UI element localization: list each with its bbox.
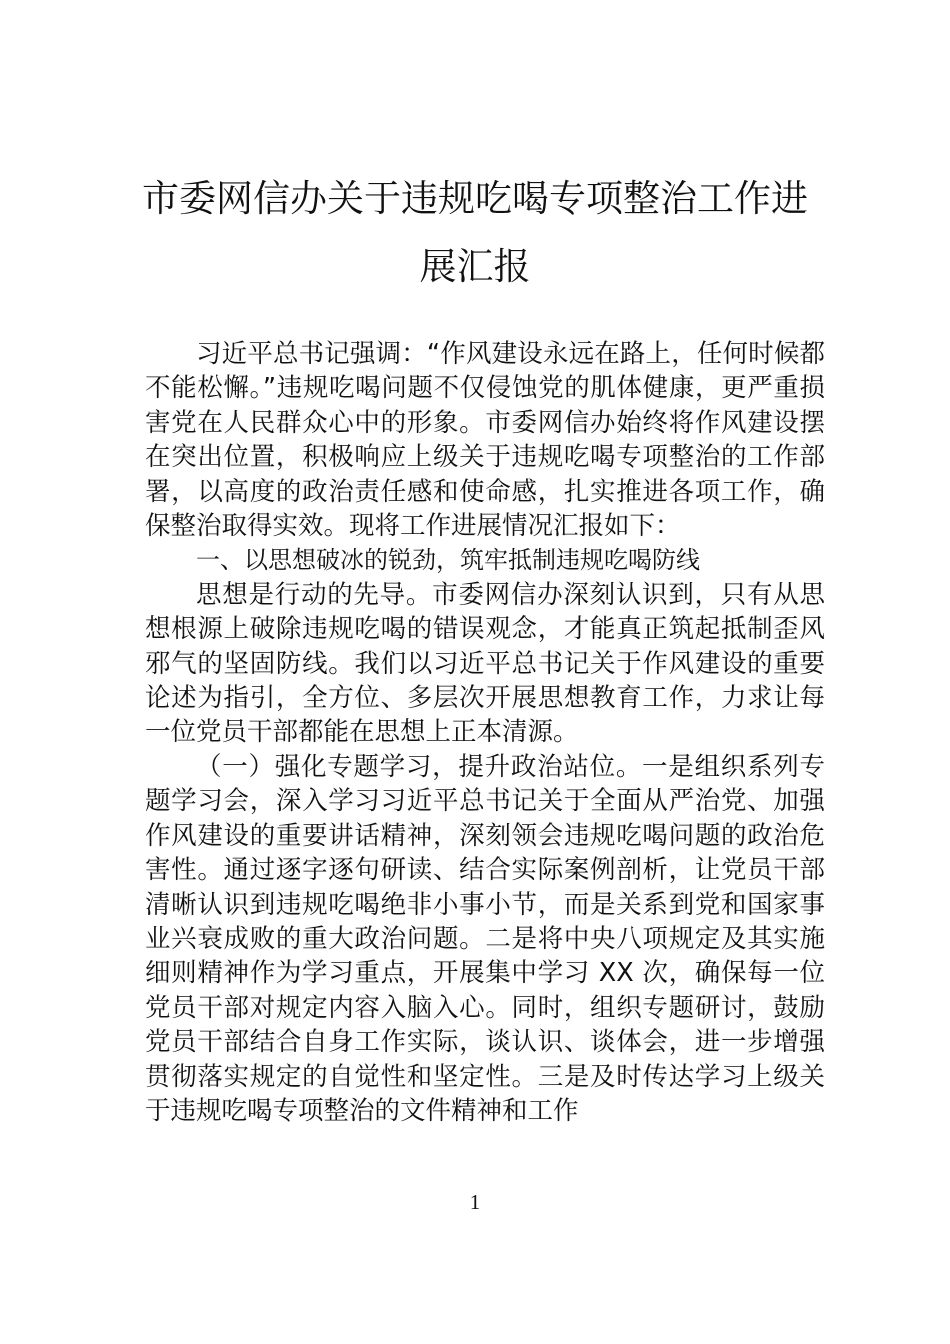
document-title-line-2: 展汇报 (419, 245, 531, 288)
paragraph-intro: 习近平总书记强调：“作风建设永远在路上，任何时候都不能松懈。”违规吃喝问题不仅侵蚀党的肌体健康，更严重损害党在人民群众心中的形象。市委网信办始终将作风建设摆在突出位置，积极响应上级关于违规吃喝专项整治的工作部署，以高度的政治责任感和使命感，扎实推进各项工作，确保整治取得实效。现将工作进展情况汇报如下： (145, 339, 825, 542)
page-number: 1 (469, 1190, 481, 1214)
paragraph-section-1: 思想是行动的先导。市委网信办深刻认识到，只有从思想根源上破除违规吃喝的错误观念，才能真正筑起抵制歪风邪气的坚固防线。我们以习近平总书记关于作风建设的重要论述为指引，全方位、多层次开展思想教育工作，力求让每一位党员干部都能在思想上正本清源。 (145, 579, 825, 748)
paragraph-subsection-1: （一）强化专题学习，提升政治站位。一是组织系列专题学习会，深入学习习近平总书记关于全面从严治党、加强作风建设的重要讲话精神，深刻领会违规吃喝问题的政治危害性。通过逐字逐句研读、结合实际案例剖析，让党员干部清晰认识到违规吃喝绝非小事小节，而是关系到党和国家事业兴衰成败的重大政治问题。二是将中央八项规定及其实施细则精神作为学习重点，开展集中学习 XX 次，确保每一位党员干部对规定内容入脑入心。同时，组织专题研讨，鼓励党员干部结合自身工作实际，谈认识、谈体会，进一步增强贯彻落实规定的自觉性和坚定性。三是及时传达学习上级关于违规吃喝专项整治的文件精神和工作 (145, 751, 825, 1126)
document-title-line-1: 市委网信办关于违规吃喝专项整治工作进 (142, 177, 808, 220)
section-heading-1: 一、以思想破冰的锐劲，筑牢抵制违规吃喝防线 (196, 546, 700, 575)
document-body (145, 337, 825, 1128)
